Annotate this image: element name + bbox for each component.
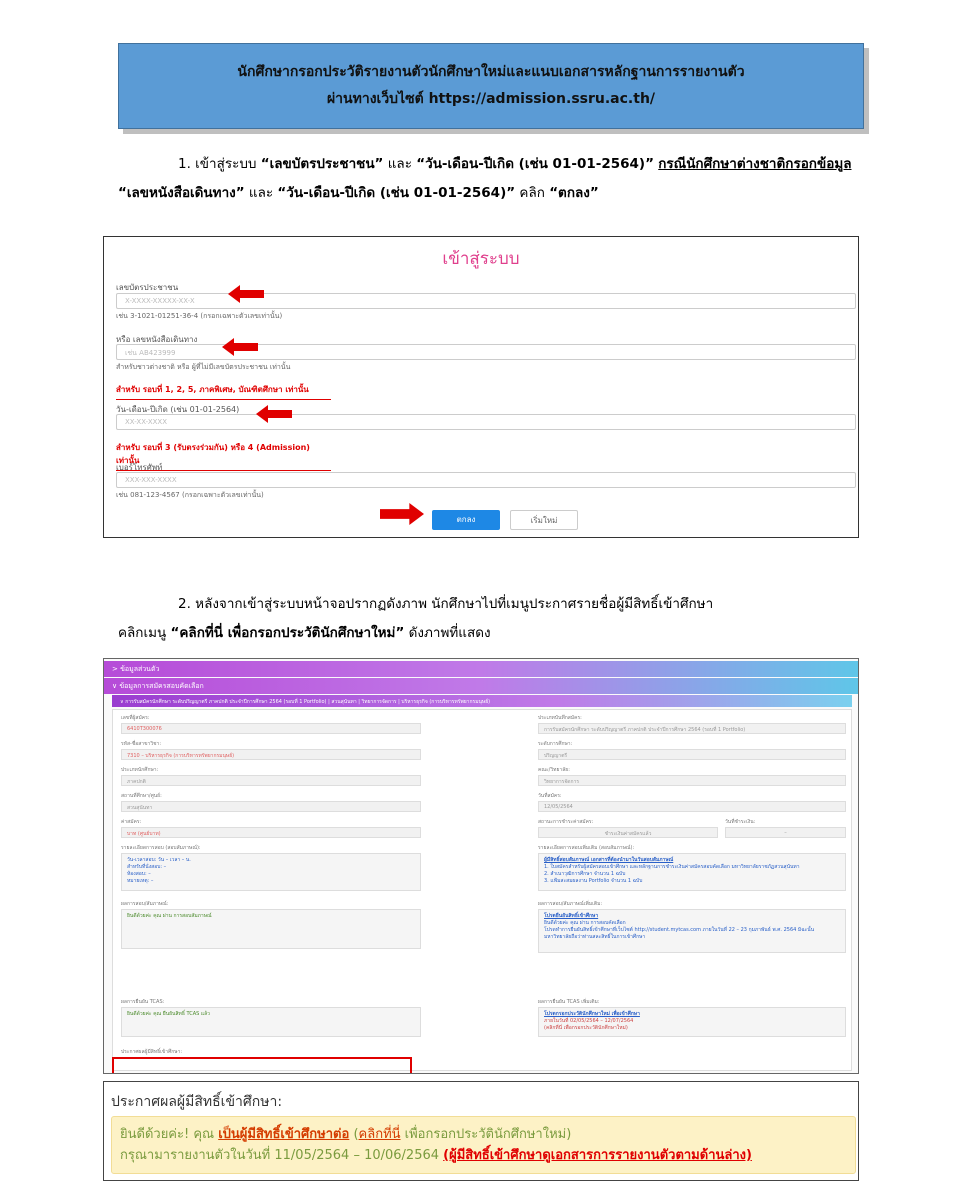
- pay-date-field: –: [725, 827, 846, 838]
- reset-button[interactable]: เริ่มใหม่: [510, 510, 578, 530]
- phone-input[interactable]: XXX-XXX-XXXX: [116, 472, 856, 488]
- pointer-arrow-right-icon: [380, 503, 424, 525]
- field-label: วันที่สมัคร:: [538, 793, 562, 799]
- title-banner: [118, 43, 864, 129]
- passport-input[interactable]: เช่น AB423999: [116, 344, 856, 360]
- round-note-1: สำหรับ รอบที่ 1, 2, 5, ภาคพิเศษ, บัณฑิตศึกษา เท่านั้น: [116, 383, 331, 400]
- round-note-2: สำหรับ รอบที่ 3 (รับตรงร่วมกัน) หรือ 4 (Admission) เท่านั้น: [116, 441, 331, 471]
- banner-line-1: นักศึกษากรอกประวัติรายงานตัวนักศึกษาใหม่และแนบเอกสารหลักฐานการรายงานตัว: [237, 64, 745, 80]
- application-panel: [112, 709, 852, 1071]
- field-label: คณะ/วิทยาลัย:: [538, 767, 570, 773]
- field-label: เลขที่ผู้สมัคร:: [121, 715, 150, 721]
- id-label: เลขบัตรประชาชน: [116, 283, 179, 292]
- field-label: ระดับการศึกษา:: [538, 741, 573, 747]
- exam-details-box: วัน-เวลาสอบ: วัน – เวลา – น. สำหรับที่นั่งสอบ: – ห้องสอบ: – หมายเหตุ: –: [121, 853, 421, 891]
- field-label: ผลการยืนยัน TCAS เพิ่มเติม:: [538, 999, 600, 1005]
- phone-label: เบอร์โทรศัพท์: [116, 463, 163, 472]
- step1-paragraph: 1. เข้าสู่ระบบ “เลขบัตรประชาชน” และ “วัน-เดือน-ปีเกิด (เช่น 01-01-2564)” กรณีนักศึกษาต่างชาติกรอกข้อมูล “เลขหนังสือเดินทาง” และ “วัน-เดือน-ปีเกิด (เช่น 01-01-2564)” คลิก “ตกลง”: [118, 156, 852, 201]
- section-application-info[interactable]: ∨ ข้อมูลการสมัครสอบคัดเลือก: [104, 678, 858, 694]
- field-label: วันที่ชำระเงิน:: [725, 819, 756, 825]
- announce-zoom-box: ยินดีด้วยค่ะ! คุณ เป็นผู้มีสิทธิ์เข้าศึกษาต่อ (คลิกที่นี่ เพื่อกรอกประวัตินักศึกษาใหม่) กรุณามารายงานตัวในวันที่ 11/05/2564 – 10/06/2564 (ผู้มีสิทธิ์เข้าศึกษาดูเอกสารการรายงานตัวตามด้านล่าง): [111, 1116, 856, 1174]
- login-title: เข้าสู่ระบบ: [442, 249, 520, 269]
- section-personal-info[interactable]: > ข้อมูลส่วนตัว: [104, 661, 858, 677]
- field-label: ผลการสอบ/สัมภาษณ์:: [121, 901, 169, 907]
- interview-extra-box: โปรดยืนยันสิทธิ์เข้าศึกษา ยินดีด้วยค่ะ คุณ ผ่าน การสอบคัดเลือก โปรดทำการยืนยันสิทธิ์เข้าศึกษาที่เว็บไซต์ http://student.mytcas.com ภายในวันที่ 22 – 23 กุมภาพันธ์ พ.ศ. 2564 มิฉะนั้น มหาวิทยาลัยถือว่าท่านสละสิทธิ์ในการเข้าศึกษา: [538, 909, 846, 953]
- pointer-arrow-icon: [222, 338, 258, 356]
- highlight-box: [112, 1057, 412, 1074]
- field-label: รายละเอียดการสอบ (สอบสัมภาษณ์):: [121, 845, 201, 851]
- pay-status-field: ชำระเงินค่าสมัครแล้ว: [538, 827, 718, 838]
- dob-label: วัน-เดือน-ปีเกิด (เช่น 01-01-2564): [116, 405, 240, 414]
- application-subbar[interactable]: ∨ การรับสมัครนักศึกษา ระดับปริญญาตรี ภาคปกติ ประจำปีการศึกษา 2564 (รอบที่ 1 Portfolio) | สวนสุนันทา | วิทยาการจัดการ | บริหารธุรกิจ (การบริหารทรัพยากรมนุษย์): [112, 695, 852, 707]
- announce-label: ประกาศผลผู้มีสิทธิ์เข้าศึกษา:: [121, 1049, 183, 1055]
- faculty-field: วิทยาการจัดการ: [538, 775, 846, 786]
- passport-label: หรือ เลขหนังสือเดินทาง: [116, 335, 198, 344]
- announce-zoom-title: ประกาศผลผู้มีสิทธิ์เข้าศึกษา:: [111, 1094, 283, 1110]
- field-label: รายละเอียดการสอบเพิ่มเติม (สอบสัมภาษณ์):: [538, 845, 635, 851]
- click-here-link[interactable]: คลิกที่นี่: [358, 1127, 401, 1142]
- type-field: ภาคปกติ: [121, 775, 421, 786]
- field-label: ประเภทนักศึกษา:: [121, 767, 159, 773]
- step2-paragraph: 2. หลังจากเข้าสู่ระบบหน้าจอปรากฏดังภาพ นักศึกษาไปที่เมนูประกาศรายชื่อผู้มีสิทธิ์เข้าศึกษา คลิกเมนู “คลิกที่นี่ เพื่อกรอกประวัตินักศึกษาใหม่” ดังภาพที่แสดง: [118, 596, 714, 641]
- pointer-arrow-icon: [228, 285, 264, 303]
- fee-field: บาท (ศูนย์บาท): [121, 827, 421, 838]
- portal-screenshot: [103, 658, 859, 1074]
- ok-button[interactable]: ตกลง: [432, 510, 500, 530]
- pointer-arrow-icon: [256, 405, 292, 423]
- field-label: ผลการยืนยัน TCAS:: [121, 999, 165, 1005]
- phone-hint: เช่น 081-123-4567 (กรอกเฉพาะตัวเลขเท่านั้น): [116, 491, 264, 499]
- eligible-link[interactable]: เป็นผู้มีสิทธิ์เข้าศึกษาต่อ: [218, 1127, 350, 1142]
- dob-input[interactable]: XX-XX-XXXX: [116, 414, 856, 430]
- date-field: 12/05/2564: [538, 801, 846, 812]
- extra-details-box: ผู้มีสิทธิ์สอบสัมภาษณ์ เอกสารที่ต้องนำมาในวันสอบสัมภาษณ์ 1. ใบสมัครสำหรับผู้สมัครสอบเข้าศึกษา และหลักฐานการชำระเงินค่าสมัครสอบคัดเลือก มหาวิทยาลัยราชภัฏสวนสุนันทา 2. สำเนาวุฒิการศึกษา จำนวน 1 ฉบับ 3. แฟ้มสะสมผลงาน Portfolio จำนวน 1 ฉบับ: [538, 853, 846, 891]
- passport-hint: สำหรับชาวต่างชาติ หรือ ผู้ที่ไม่มีเลขบัตรประชาชน เท่านั้น: [116, 363, 291, 371]
- field-label: ประเภทบันทึกสมัคร:: [538, 715, 582, 721]
- announce-zoom: [103, 1081, 859, 1181]
- level-field: ปริญญาตรี: [538, 749, 846, 760]
- campus-field: สวนสุนันทา: [121, 801, 421, 812]
- tcas-result-box: ยินดีด้วยค่ะ คุณ ยืนยันสิทธิ์ TCAS แล้ว: [121, 1007, 421, 1037]
- field-label: รหัส-ชื่อสาขาวิชา:: [121, 741, 162, 747]
- round-type-field: การรับสมัครนักศึกษา ระดับปริญญาตรี ภาคปกติ ประจำปีการศึกษา 2564 (รอบที่ 1 Portfolio): [538, 723, 846, 734]
- field-label: ผลการสอบ/สัมภาษณ์เพิ่มเติม:: [538, 901, 603, 907]
- report-docs-link[interactable]: (ผู้มีสิทธิ์เข้าศึกษาดูเอกสารการรายงานตัวตามด้านล่าง): [443, 1148, 752, 1163]
- field-label: ค่าสมัคร:: [121, 819, 142, 825]
- program-field: 7310 – บริหารธุรกิจ (การบริหารทรัพยากรมนุษย์): [121, 749, 421, 760]
- field-label: สถานที่ศึกษา/ศูนย์:: [121, 793, 162, 799]
- interview-result-box: ยินดีด้วยค่ะ คุณ ผ่าน การสอบสัมภาษณ์: [121, 909, 421, 949]
- field-label: สถานะการชำระค่าสมัคร:: [538, 819, 594, 825]
- id-input[interactable]: X-XXXX-XXXXX-XX-X: [116, 293, 856, 309]
- id-hint: เช่น 3-1021-01251-36-4 (กรอกเฉพาะตัวเลขเท่านั้น): [116, 312, 283, 320]
- login-screenshot: [103, 236, 859, 538]
- tcas-extra-box: โปรดกรอกประวัตินักศึกษาใหม่ เพื่อเข้าศึกษา ภายในวันที่ 02/05/2564 – 12/07/2564 (คลิกที่นี่ เพื่อกรอกประวัตินักศึกษาใหม่): [538, 1007, 846, 1037]
- applicant-no-field: 6410Т300076: [121, 723, 421, 734]
- banner-line-2: ผ่านทางเว็บไซต์ https://admission.ssru.ac.th/: [326, 91, 656, 107]
